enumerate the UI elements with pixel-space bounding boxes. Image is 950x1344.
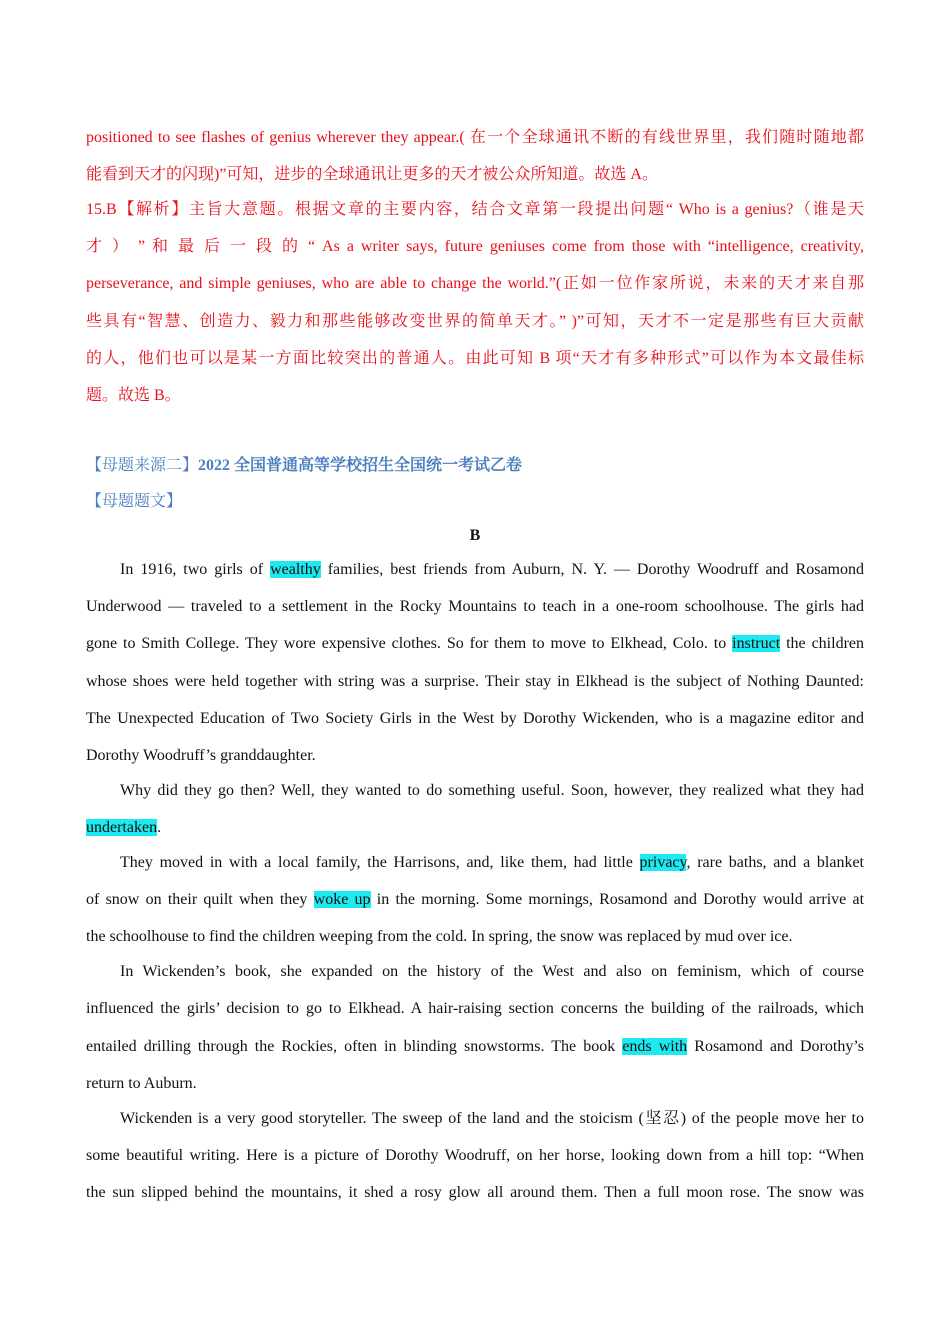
highlighted-word: ends with [622, 1038, 688, 1055]
answer-line: positioned to see flashes of genius wherever they appear.( 在一个全球通讯不断的有线世界里，我们随时随地都 [86, 129, 864, 146]
passage-line: whose shoes were held together with string was a surprise. Their stay in Elkhead is the subject of Nothing Daunted: [86, 673, 864, 690]
passage-line: the schoolhouse to find the children weeping from the cold. In spring, the snow was replaced by mud over ice. [86, 928, 793, 945]
passage-line: In Wickenden’s book, she expanded on the history of the West and also on feminism, which of course [120, 963, 864, 980]
answer-line: 15.B【解析】主旨大意题。根据文章的主要内容，结合文章第一段提出问题“ Who is a genius?（谁是天 [86, 201, 864, 218]
highlighted-word: privacy [639, 854, 687, 871]
answer-line: 能看到天才的闪现)”可知，进步的全球通讯让更多的天才被公众所知道。故选 A。 [86, 166, 658, 183]
passage-line: return to Auburn. [86, 1075, 197, 1092]
passage-line: Dorothy Woodruff’s granddaughter. [86, 747, 316, 764]
passage-line: the sun slipped behind the mountains, it shed a rosy glow all around them. Then a full moon rose. The snow was [86, 1184, 864, 1201]
source-heading [86, 454, 864, 478]
passage-line: In 1916, two girls of wealthy families, best friends from Auburn, N. Y. — Dorothy Woodruff and Rosamond [120, 561, 864, 578]
passage-line: Wickenden is a very good storyteller. The sweep of the land and the stoicism (坚忍) of the people move her to [120, 1110, 864, 1127]
passage-line: entailed drilling through the Rockies, often in blinding snowstorms. The book ends with Rosamond and Dorothy’s [86, 1038, 864, 1055]
answer-line: 些具有“智慧、创造力、毅力和那些能够改变世界的简单天才。” )”可知，天才不一定是那些有巨大贡献 [86, 313, 864, 330]
passage-line: influenced the girls’ decision to go to Elkhead. A hair-raising section concerns the building of the railroads, which [86, 1000, 864, 1017]
source-bracket-label: 【母题来源二】 [86, 457, 199, 474]
highlighted-word: woke up [313, 891, 371, 908]
passage-line: gone to Smith College. They wore expensive clothes. So for them to move to Elkhead, Colo. to instruct the children [86, 635, 864, 652]
passage-line: some beautiful writing. Here is a picture of Dorothy Woodruff, on her horse, looking down from a hill top: “When [86, 1147, 864, 1164]
highlighted-word: undertaken [86, 819, 158, 836]
passage-line: undertaken. [86, 819, 162, 836]
passage-line: Underwood — traveled to a settlement in the Rocky Mountains to teach in a one-room schoolhouse. The girls had [86, 598, 864, 615]
passage-letter: B [469, 527, 481, 544]
answer-line: 才 ） ” 和 最 后 一 段 的 “ As a writer says, future geniuses come from those with “intelligence, creativity, [86, 238, 864, 255]
source-text-label: 【母题题文】 [86, 493, 183, 510]
source-title: 2022 全国普通高等学校招生全国统一考试乙卷 [198, 457, 523, 474]
passage-line: of snow on their quilt when they woke up in the morning. Some mornings, Rosamond and Dorothy would arrive at [86, 891, 864, 908]
passage-line: They moved in with a local family, the Harrisons, and, like them, had little privacy, rare baths, and a blanket [120, 854, 864, 871]
highlighted-word: instruct [732, 635, 781, 652]
answer-line: 题。故选 B。 [86, 387, 181, 404]
answer-line: perseverance, and simple geniuses, who are able to change the world.”(正如一位作家所说，未来的天才来自那 [86, 275, 864, 292]
passage-line: The Unexpected Education of Two Society Girls in the West by Dorothy Wickenden, who is a magazine editor and [86, 710, 864, 727]
answer-line: 的人，他们也可以是某一方面比较突出的普通人。由此可知 B 项“天才有多种形式”可以作为本文最佳标 [86, 350, 864, 367]
highlighted-word: wealthy [270, 561, 321, 578]
passage-line: Why did they go then? Well, they wanted to do something useful. Soon, however, they realized what they had [120, 782, 864, 799]
